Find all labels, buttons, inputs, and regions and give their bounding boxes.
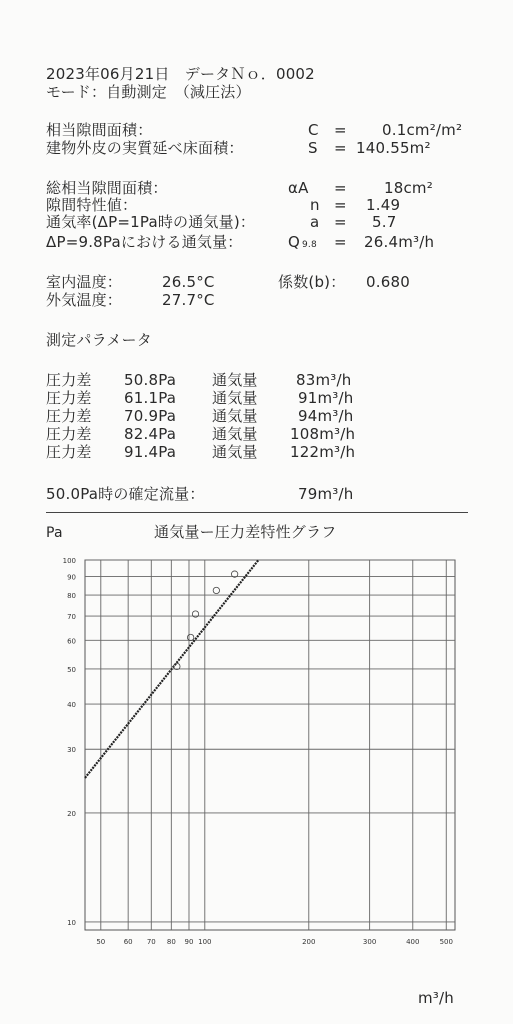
pressure-label: 圧力差 [46, 371, 92, 389]
pressure-value: 61.1Pa [124, 389, 177, 407]
flow-value: 94m³/h [298, 407, 354, 425]
q-subscript: 9.8 [302, 240, 317, 250]
n-symbol: n [310, 196, 320, 214]
x-tick-label: 400 [406, 938, 420, 946]
pressure-value: 50.8Pa [124, 371, 177, 389]
chart-title: 通気量ー圧力差特性グラフ [154, 523, 337, 541]
flow-label: 通気量 [212, 371, 258, 389]
aa-value: 18cm² [384, 179, 433, 197]
x-tick-label: 200 [302, 938, 316, 946]
n-equals: = [334, 196, 347, 214]
s-symbol: S [308, 139, 318, 157]
plot-frame [85, 560, 455, 930]
x-tick-label: 80 [166, 938, 176, 946]
y-tick-label: 80 [67, 592, 76, 601]
gap-characteristic-label: 隙間特性値： [46, 196, 138, 214]
a-value: 5.7 [372, 213, 397, 231]
y-tick-label: 60 [67, 637, 76, 646]
pressure-label: 圧力差 [46, 407, 92, 425]
outdoor-temp-label: 外気温度： [46, 291, 123, 309]
floor-area-label: 建物外皮の実質延べ床面積： [46, 139, 244, 157]
y-tick-label: 50 [67, 665, 76, 674]
coefficient-value: 0.680 [366, 273, 410, 291]
n-value: 1.49 [366, 196, 401, 214]
coefficient-label: 係数(b)： [278, 273, 346, 291]
s-value: 140.55m² [356, 139, 431, 157]
y-tick-label: 10 [67, 918, 76, 927]
s-equals: = [334, 139, 347, 157]
x-tick-label: 70 [146, 938, 156, 946]
x-tick-label: 90 [184, 938, 194, 946]
data-point [213, 587, 219, 593]
a-equals: = [334, 213, 347, 231]
indoor-temp-value: 26.5°C [162, 273, 215, 291]
flow-pressure-chart [40, 548, 470, 968]
flow-label: 通気量 [212, 425, 258, 443]
x-tick-label: 500 [439, 938, 453, 946]
y-tick-label: 30 [67, 746, 76, 755]
x-tick-label: 100 [198, 938, 212, 946]
aa-equals: = [334, 179, 347, 197]
pressure-label: 圧力差 [46, 389, 92, 407]
pressure-value: 70.9Pa [124, 407, 177, 425]
y-axis-unit: Pa [46, 525, 63, 541]
total-leakage-area-label: 総相当隙間面積： [46, 179, 168, 197]
c-value: 0.1cm²/m² [382, 121, 463, 139]
flow-label: 通気量 [212, 407, 258, 425]
confirmed-flow-value: 79m³/h [298, 485, 354, 503]
equivalent-leakage-area-label: 相当隙間面積： [46, 121, 153, 139]
parameters-title: 測定パラメータ [46, 331, 152, 349]
q-value: 26.4m³/h [364, 233, 435, 251]
flow-value: 122m³/h [290, 443, 356, 461]
measurement-mode: モード：自動測定 （減圧法） [46, 83, 251, 101]
outdoor-temp-value: 27.7°C [162, 291, 215, 309]
x-tick-label: 60 [123, 938, 133, 946]
a-symbol: a [310, 213, 320, 231]
data-point [187, 634, 193, 640]
q-symbol: Q [288, 233, 301, 251]
y-tick-label: 20 [67, 809, 76, 818]
x-tick-label: 300 [362, 938, 377, 946]
pressure-label: 圧力差 [46, 425, 92, 443]
pressure-label: 圧力差 [46, 443, 92, 461]
flow-label: 通気量 [212, 389, 258, 407]
y-tick-label: 100 [62, 557, 76, 565]
y-tick-label: 90 [67, 573, 76, 582]
q-equals: = [334, 233, 347, 251]
pressure-value: 91.4Pa [124, 443, 177, 461]
y-tick-label: 70 [67, 613, 76, 622]
flow-value: 83m³/h [296, 371, 352, 389]
date-data-number: 2023年06月21日 データＮｏ．0002 [46, 65, 315, 83]
confirmed-flow-label: 50.0Pa時の確定流量： [46, 485, 205, 503]
c-symbol: C [308, 121, 319, 139]
c-equals: = [334, 121, 347, 139]
flow-at-9-8pa-label: ΔP=9.8Paにおける通気量： [46, 233, 243, 251]
divider [46, 512, 468, 513]
pressure-value: 82.4Pa [124, 425, 177, 443]
air-permeability-label: 通気率(ΔP=1Pa時の通気量)： [46, 213, 256, 231]
aa-symbol: αA [288, 179, 309, 197]
indoor-temp-label: 室内温度： [46, 273, 123, 291]
x-axis-unit: m³/h [418, 989, 454, 1007]
flow-label: 通気量 [212, 443, 258, 461]
flow-value: 91m³/h [298, 389, 354, 407]
flow-value: 108m³/h [290, 425, 356, 443]
y-tick-label: 40 [67, 701, 76, 710]
x-tick-label: 50 [96, 938, 106, 946]
